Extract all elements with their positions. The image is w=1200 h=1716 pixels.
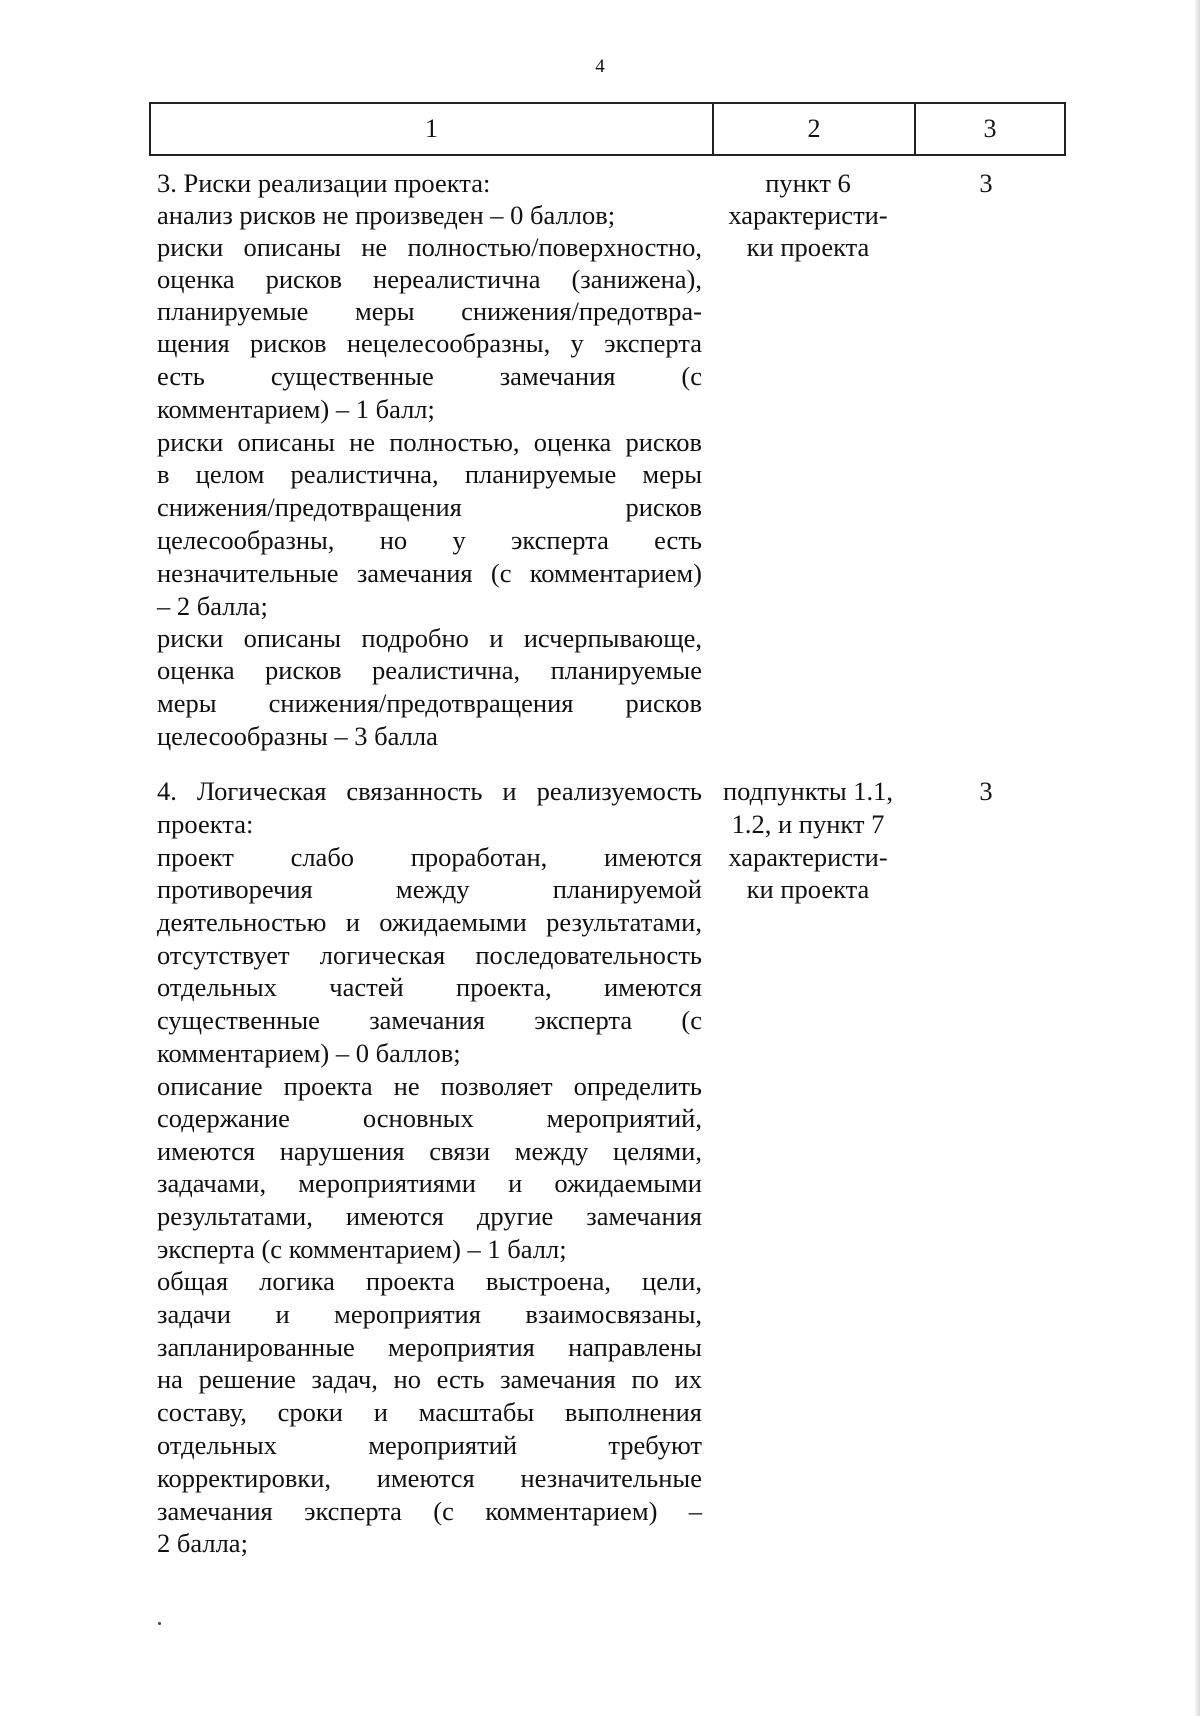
header-column-3: 3 (914, 104, 1064, 154)
criterion-line: задачи и мероприятия взаимосвязаны, (157, 1299, 702, 1329)
source-reference-line: подпункты 1.1, (722, 776, 894, 806)
criterion-line: оценка рисков нереалистична (занижена), (157, 264, 702, 294)
criterion-line: отдельных частей проекта, имеются (157, 972, 702, 1002)
criterion-line: риски описаны не полностью, оценка рисков (157, 427, 702, 457)
criterion-line: корректировки, имеются незначительные (157, 1463, 702, 1493)
criterion-line: меры снижения/предотвращения рисков (157, 688, 702, 718)
criterion-line: целесообразны – 3 балла (157, 721, 438, 751)
scan-edge-shadow (1194, 0, 1200, 1716)
table-header-row (149, 102, 1066, 156)
criterion-line: 2 балла; (157, 1528, 248, 1558)
criterion-line: риски описаны подробно и исчерпывающе, (157, 623, 702, 653)
criterion-line: общая логика проекта выстроена, цели, (157, 1266, 702, 1296)
criterion-line: имеются нарушения связи между целями, (157, 1136, 702, 1166)
criterion-line: на решение задач, но есть замечания по их (157, 1364, 702, 1394)
criterion-line: – 2 балла; (157, 591, 268, 621)
criterion-line: риски описаны не полностью/поверхностно, (157, 232, 702, 262)
criterion-line: анализ рисков не произведен – 0 баллов; (157, 200, 616, 230)
criterion-line: противоречия между планируемой (157, 874, 702, 904)
max-score: 3 (979, 776, 993, 806)
header-column-1: 1 (425, 114, 438, 143)
source-reference-line: 1.2, и пункт 7 (731, 809, 885, 839)
criterion-line: щения рисков нецелесообразны, у эксперта (157, 328, 702, 358)
criterion-line: проекта: (157, 809, 254, 839)
source-reference-line: ки проекта (746, 874, 870, 904)
criterion-line: целесообразны, но у эксперта есть (157, 525, 702, 555)
criterion-line: 4. Логическая связанность и реализуемость (157, 776, 702, 806)
criterion-line: снижения/предотвращения рисков (157, 492, 702, 522)
criterion-line: замечания эксперта (с комментарием) – (157, 1496, 702, 1526)
criterion-line: эксперта (с комментарием) – 1 балл; (157, 1234, 567, 1264)
criterion-line: комментарием) – 0 баллов; (157, 1038, 461, 1068)
source-reference-line: ки проекта (746, 232, 870, 262)
criterion-line: оценка рисков реалистична, планируемые (157, 655, 702, 685)
criterion-line: отсутствует логическая последовательность (157, 940, 702, 970)
max-score: 3 (979, 168, 993, 198)
source-reference-line: характеристи- (728, 842, 888, 872)
criterion-line: результатами, имеются другие замечания (157, 1201, 702, 1231)
criterion-line: составу, сроки и масштабы выполнения (157, 1397, 702, 1427)
page-number: 4 (595, 56, 605, 77)
criterion-line: задачами, мероприятиями и ожидаемыми (157, 1168, 702, 1198)
criterion-line: проект слабо проработан, имеются (157, 842, 702, 872)
criterion-line: содержание основных мероприятий, (157, 1103, 702, 1133)
header-column-2: 2 (712, 104, 914, 154)
criterion-line: незначительные замечания (с комментарием) (157, 558, 702, 588)
criterion-line: описание проекта не позволяет определить (157, 1071, 702, 1101)
criterion-line: отдельных мероприятий требуют (157, 1430, 702, 1460)
source-reference-line: пункт 6 (765, 168, 851, 198)
criterion-line: комментарием) – 1 балл; (157, 394, 435, 424)
criterion-line: 3. Риски реализации проекта: (157, 168, 491, 198)
criterion-line: запланированные мероприятия направлены (157, 1332, 702, 1362)
criterion-line: планируемые меры снижения/предотвра- (157, 296, 702, 326)
criterion-line: деятельностью и ожидаемыми результатами, (157, 907, 702, 937)
scan-speck (158, 1622, 161, 1625)
source-reference-line: характеристи- (728, 200, 888, 230)
criterion-line: есть существенные замечания (с (157, 361, 702, 391)
criterion-line: существенные замечания эксперта (с (157, 1005, 702, 1035)
criterion-line: в целом реалистична, планируемые меры (157, 459, 702, 489)
